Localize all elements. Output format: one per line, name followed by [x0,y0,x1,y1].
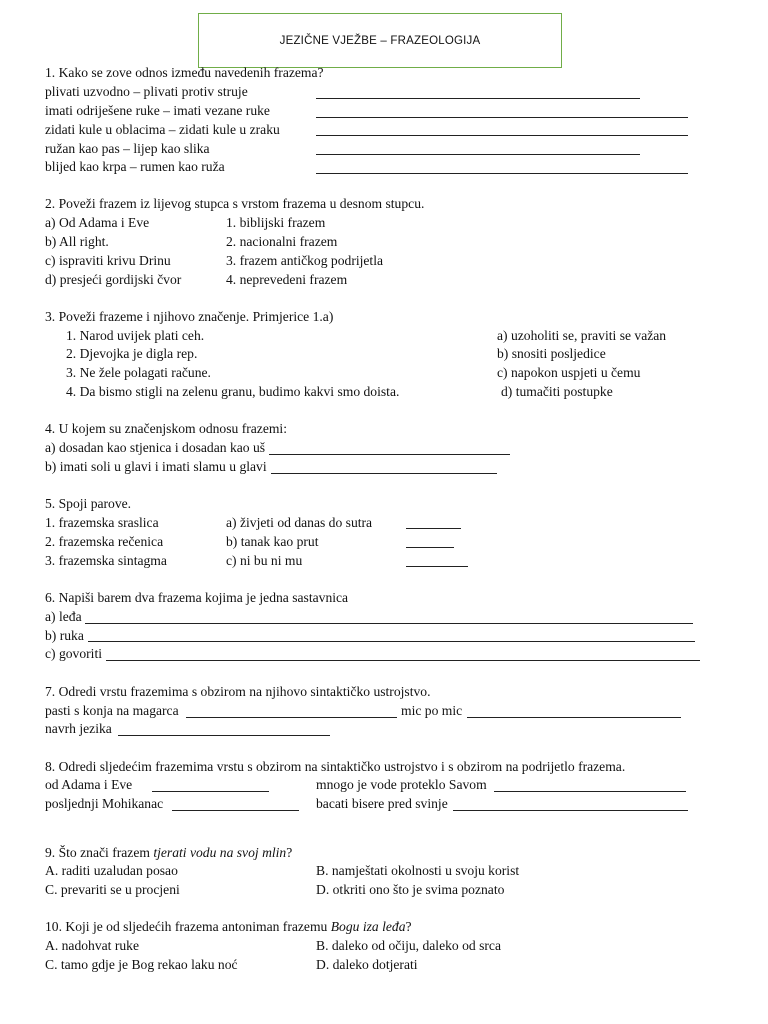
q10-question-prefix: 10. Koji je od sljedećih frazema antoniman frazemu [45,919,331,934]
q4-item-b: b) imati soli u glavi i imati slamu u glavi [45,459,267,474]
q2-left-item: b) All right. [45,234,109,249]
q3-right-item: c) napokon uspjeti u čemu [497,365,641,380]
q1-pair: zidati kule u oblacima – zidati kule u zraku [45,122,280,137]
answer-line[interactable] [316,154,640,155]
q4-item-a: a) dosadan kao stjenica i dosadan kao uš [45,440,266,455]
q2-question: 2. Poveži frazem iz lijevog stupca s vrstom frazema u desnom stupcu. [45,196,425,211]
answer-line[interactable] [172,810,299,811]
q10-option[interactable]: C. tamo gdje je Bog rekao laku noć [45,957,238,972]
q7-item: mic po mic [401,703,463,718]
answer-line[interactable] [406,547,454,548]
q1-question: 1. Kako se zove odnos između navedenih frazema? [45,65,324,80]
answer-line[interactable] [467,717,681,718]
q3-left-item: 4. Da bismo stigli na zelenu granu, budimo kakvi smo doista. [66,384,400,399]
q9-option[interactable]: C. prevariti se u procjeni [45,882,180,897]
q10-option[interactable]: A. nadohvat ruke [45,938,139,953]
answer-line[interactable] [85,623,693,624]
answer-line[interactable] [152,791,269,792]
answer-line[interactable] [186,717,397,718]
q8-question: 8. Odredi sljedećim frazemima vrstu s obzirom na sintaktičko ustrojstvo i s obzirom na podrijetlo frazema. [45,759,626,774]
q9-question-suffix: ? [286,845,293,860]
q3-right-item: d) tumačiti postupke [501,384,613,399]
q5-left-item: 3. frazemska sintagma [45,553,167,568]
q2-right-item: 1. biblijski frazem [226,215,326,230]
q1-pair: imati odriješene ruke – imati vezane ruke [45,103,270,118]
answer-line[interactable] [88,641,695,642]
q7-item: navrh jezika [45,721,112,736]
answer-line[interactable] [269,454,510,455]
q2-right-item: 4. neprevedeni frazem [226,272,348,287]
q8-item: od Adama i Eve [45,777,133,792]
q3-left-item: 1. Narod uvijek plati ceh. [66,328,205,343]
q1-pair: blijed kao krpa – rumen kao ruža [45,159,225,174]
q3-question: 3. Poveži frazeme i njihovo značenje. Primjerice 1.a) [45,309,334,324]
answer-line[interactable] [316,98,640,99]
q7-question: 7. Odredi vrstu frazemima s obzirom na njihovo sintaktičko ustrojstvo. [45,684,431,699]
q2-left-item: c) ispraviti krivu Drinu [45,253,171,268]
q3-left-item: 2. Djevojka je digla rep. [66,346,198,361]
q10-question [45,919,412,935]
answer-line[interactable] [118,735,330,736]
q9-option[interactable]: A. raditi uzaludan posao [45,863,178,878]
q2-right-item: 2. nacionalni frazem [226,234,338,249]
answer-line[interactable] [316,135,688,136]
answer-line[interactable] [406,566,468,567]
q6-item: c) govoriti [45,646,103,661]
q9-option[interactable]: D. otkriti ono što je svima poznato [316,882,505,897]
answer-line[interactable] [106,660,700,661]
q10-phrase: Bogu iza leđa [330,919,406,934]
q9-option[interactable]: B. namještati okolnosti u svoju korist [316,863,520,878]
answer-line[interactable] [494,791,686,792]
q8-item: mnogo je vode proteklo Savom [316,777,487,792]
q2-left-item: d) presjeći gordijski čvor [45,272,182,287]
q9-question-prefix: 9. Što znači frazem [45,845,154,860]
answer-line[interactable] [316,117,688,118]
q1-pair: plivati uzvodno – plivati protiv struje [45,84,248,99]
q5-left-item: 1. frazemska sraslica [45,515,159,530]
q5-left-item: 2. frazemska rečenica [45,534,164,549]
q10-option[interactable]: B. daleko od očiju, daleko od srca [316,938,501,953]
q3-right-item: b) snositi posljedice [497,346,606,361]
q5-right-item: c) ni bu ni mu [226,553,303,568]
q5-right-item: b) tanak kao prut [226,534,319,549]
worksheet-title: JEZIČNE VJEŽBE – FRAZEOLOGIJA [198,13,562,68]
q8-item: bacati bisere pred svinje [316,796,448,811]
q10-option[interactable]: D. daleko dotjerati [316,957,418,972]
answer-line[interactable] [406,528,461,529]
q5-right-item: a) živjeti od danas do sutra [226,515,373,530]
q6-item: a) leđa [45,609,82,624]
q4-question: 4. U kojem su značenjskom odnosu frazemi: [45,421,287,436]
q6-item: b) ruka [45,628,84,643]
q8-item: posljednji Mohikanac [45,796,164,811]
q9-question [45,845,292,861]
q2-left-item: a) Od Adama i Eve [45,215,150,230]
q1-pair: ružan kao pas – lijep kao slika [45,141,210,156]
q10-question-suffix: ? [405,919,412,934]
q2-right-item: 3. frazem antičkog podrijetla [226,253,384,268]
q7-item: pasti s konja na magarca [45,703,179,718]
q5-question: 5. Spoji parove. [45,496,132,511]
q3-right-item: a) uzoholiti se, praviti se važan [497,328,667,343]
answer-line[interactable] [271,473,497,474]
q9-phrase: tjerati vodu na svoj mlin [153,845,287,860]
q6-question: 6. Napiši barem dva frazema kojima je jedna sastavnica [45,590,349,605]
answer-line[interactable] [316,173,688,174]
q3-left-item: 3. Ne žele polagati račune. [66,365,211,380]
answer-line[interactable] [453,810,688,811]
